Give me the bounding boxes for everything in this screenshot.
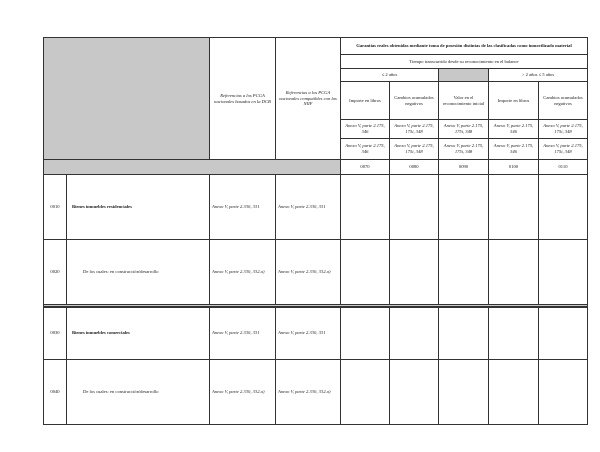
ref2-col-1: Anexo V, parte 2.175, 346 — [340, 138, 390, 160]
row-code: 0020 — [43, 239, 67, 305]
period-gap — [438, 68, 489, 82]
ref2-col-2: Anexo V, parte 2.175, 175i, 348 — [389, 138, 439, 160]
row-ref-nib: Anexo V, parte 2.330, 331 — [275, 306, 341, 360]
row-ref-pcga: Anexo V, parte 2.330, 332.a) — [209, 359, 276, 425]
data-cell[interactable] — [389, 174, 439, 240]
data-cell[interactable] — [488, 359, 539, 425]
data-cell[interactable] — [538, 239, 588, 305]
ref1-col-5: Anexo V, parte 2.175, 175i, 348 — [538, 119, 588, 139]
sub-header-5: Cambios acumulados negativos — [538, 81, 588, 120]
sub-header-1: Importe en libros — [340, 81, 390, 120]
row-label: Bienes inmuebles residenciales — [66, 174, 210, 240]
data-cell[interactable] — [389, 306, 439, 360]
data-cell[interactable] — [538, 306, 588, 360]
sub-header-4: Importe en libros — [488, 81, 539, 120]
row-code: 0010 — [43, 174, 67, 240]
header-ref-nib: Referencias a los PCGA nacionales compatibles con las NIIF — [275, 37, 341, 160]
data-cell[interactable] — [538, 174, 588, 240]
ref1-col-2: Anexo V, parte 2.175, 175i, 348 — [389, 119, 439, 139]
data-cell[interactable] — [389, 239, 439, 305]
row-label: Bienes inmuebles comerciales — [66, 306, 210, 360]
row-label: De los cuales: en construcción/desarrollo — [66, 359, 210, 425]
ref2-col-3: Anexo V, parte 2.175, 175i, 348 — [438, 138, 489, 160]
col-code-0110: 0110 — [538, 159, 588, 175]
header-ref-pcga: Referencias a los PCGA nacionales basados en la DCB — [209, 37, 276, 160]
col-code-0090: 0090 — [438, 159, 489, 175]
row-ref-nib: Anexo V, parte 2.330, 332.a) — [275, 239, 341, 305]
data-cell[interactable] — [438, 306, 489, 360]
time-title: Tiempo transcurrido desde su reconocimiento en el balance — [340, 54, 588, 69]
row-label: De los cuales: en construcción/desarrollo — [66, 239, 210, 305]
sub-header-3: Valor en el reconocimiento inicial — [438, 81, 489, 120]
ref2-col-5: Anexo V, parte 2.175, 175i, 348 — [538, 138, 588, 160]
collateral-table — [43, 37, 588, 425]
data-cell[interactable] — [389, 359, 439, 425]
period-2: > 2 años ≤ 5 años — [488, 68, 588, 82]
period-1: ≤ 2 años — [340, 68, 439, 82]
data-cell[interactable] — [340, 174, 390, 240]
data-cell[interactable] — [438, 359, 489, 425]
col-code-0070: 0070 — [340, 159, 390, 175]
sub-header-2: Cambios acumulados negativos — [389, 81, 439, 120]
row-code: 0030 — [43, 306, 67, 360]
data-cell[interactable] — [340, 239, 390, 305]
group-title: Garantías reales obtenidas mediante toma de posesión distintas de las clasificadas como inmovilizado material — [340, 37, 588, 55]
row-code: 0040 — [43, 359, 67, 425]
row-ref-pcga: Anexo V, parte 2.330, 331 — [209, 306, 276, 360]
code-row-fill — [43, 159, 341, 175]
header-corner — [43, 37, 210, 160]
data-cell[interactable] — [438, 174, 489, 240]
col-code-0100: 0100 — [488, 159, 539, 175]
ref2-col-4: Anexo V, parte 2.175, 346 — [488, 138, 539, 160]
data-cell[interactable] — [488, 306, 539, 360]
ref1-col-3: Anexo V, parte 2.175, 175i, 348 — [438, 119, 489, 139]
ref1-col-4: Anexo V, parte 2.175, 346 — [488, 119, 539, 139]
row-ref-nib: Anexo V, parte 2.330, 332.a) — [275, 359, 341, 425]
row-ref-nib: Anexo V, parte 2.330, 331 — [275, 174, 341, 240]
data-cell[interactable] — [340, 359, 390, 425]
ref1-col-1: Anexo V, parte 2.175, 346 — [340, 119, 390, 139]
data-cell[interactable] — [538, 359, 588, 425]
data-cell[interactable] — [488, 174, 539, 240]
data-cell[interactable] — [340, 306, 390, 360]
row-ref-pcga: Anexo V, parte 2.330, 331 — [209, 174, 276, 240]
col-code-0080: 0080 — [389, 159, 439, 175]
data-cell[interactable] — [438, 239, 489, 305]
data-cell[interactable] — [488, 239, 539, 305]
row-ref-pcga: Anexo V, parte 2.330, 332.a) — [209, 239, 276, 305]
